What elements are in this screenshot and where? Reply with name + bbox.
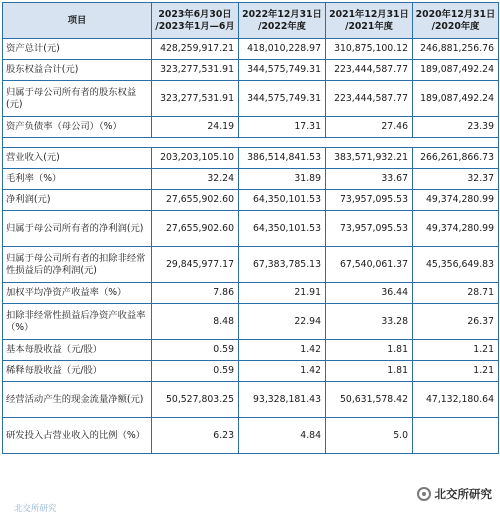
cell-value: 323,277,531.91	[152, 81, 239, 117]
cell-value: 28.71	[413, 283, 499, 304]
cell-value: 24.19	[152, 117, 239, 138]
gap-cell	[326, 138, 413, 148]
cell-value: 0.59	[152, 340, 239, 361]
cell-value: 383,571,932.21	[326, 148, 413, 169]
cell-value: 29,845,977.17	[152, 247, 239, 283]
header-col-line2: /2023年1月—6月	[155, 20, 235, 32]
cell-value: 1.42	[239, 361, 326, 382]
watermark-right	[417, 486, 493, 502]
gap-cell	[3, 138, 152, 148]
table-row	[3, 382, 499, 418]
cell-value: 203,203,105.10	[152, 148, 239, 169]
row-label: 扣除非经常性损益后净资产收益率（%）	[3, 304, 152, 340]
cell-value: 418,010,228.97	[239, 39, 326, 60]
cell-value: 64,350,101.53	[239, 211, 326, 247]
header-col-2020	[413, 3, 499, 39]
table-row	[3, 418, 499, 454]
row-label: 稀释每股收益（元/股）	[3, 361, 152, 382]
cell-value: 22.94	[239, 304, 326, 340]
cell-value: 189,087,492.24	[413, 81, 499, 117]
row-label: 经营活动产生的现金流量净额(元)	[3, 382, 152, 418]
cell-value	[413, 418, 499, 454]
table-row	[3, 169, 499, 190]
watermark-left: 北交所研究	[14, 504, 57, 514]
row-label: 毛利率（%）	[3, 169, 152, 190]
table-row	[3, 304, 499, 340]
cell-value: 27.46	[326, 117, 413, 138]
header-col-2023h1	[152, 3, 239, 39]
header-col-line1: 2022年12月31日	[242, 8, 322, 20]
cell-value: 223,444,587.77	[326, 81, 413, 117]
cell-value: 49,374,280.99	[413, 211, 499, 247]
cell-value: 310,875,100.12	[326, 39, 413, 60]
cell-value: 0.59	[152, 361, 239, 382]
row-label: 净利润(元)	[3, 190, 152, 211]
cell-value: 189,087,492.24	[413, 60, 499, 81]
row-label: 归属于母公司所有者的股东权益(元)	[3, 81, 152, 117]
table-row	[3, 247, 499, 283]
cell-value: 386,514,841.53	[239, 148, 326, 169]
cell-value: 50,631,578.42	[326, 382, 413, 418]
table-row	[3, 117, 499, 138]
cell-value: 344,575,749.31	[239, 81, 326, 117]
cell-value: 50,527,803.25	[152, 382, 239, 418]
cell-value: 73,957,095.53	[326, 211, 413, 247]
cell-value: 428,259,917.21	[152, 39, 239, 60]
cell-value: 1.81	[326, 361, 413, 382]
cell-value: 266,261,866.73	[413, 148, 499, 169]
cell-value: 27,655,902.60	[152, 211, 239, 247]
cell-value: 1.42	[239, 340, 326, 361]
cell-value: 36.44	[326, 283, 413, 304]
header-row	[3, 3, 499, 39]
row-label: 资产总计(元)	[3, 39, 152, 60]
header-col-2022	[239, 3, 326, 39]
cell-value: 1.81	[326, 340, 413, 361]
table-row	[3, 361, 499, 382]
cell-value: 33.67	[326, 169, 413, 190]
cell-value: 32.24	[152, 169, 239, 190]
cell-value: 47,132,180.64	[413, 382, 499, 418]
header-col-line2: /2021年度	[345, 20, 393, 32]
header-col-2021	[326, 3, 413, 39]
header-item: 项目	[3, 3, 152, 39]
row-label: 归属于母公司所有者的扣除非经常性损益后的净利润(元)	[3, 247, 152, 283]
header-col-line1: 2023年6月30日	[158, 8, 232, 20]
gap-cell	[152, 138, 239, 148]
cell-value: 45,356,649.83	[413, 247, 499, 283]
row-label: 加权平均净资产收益率（%）	[3, 283, 152, 304]
table-row	[3, 148, 499, 169]
header-col-line1: 2021年12月31日	[329, 8, 409, 20]
cell-value: 67,383,785.13	[239, 247, 326, 283]
table-row	[3, 190, 499, 211]
table-row	[3, 81, 499, 117]
cell-value: 33.28	[326, 304, 413, 340]
cell-value: 223,444,587.77	[326, 60, 413, 81]
cell-value: 5.0	[326, 418, 413, 454]
cell-value: 49,374,280.99	[413, 190, 499, 211]
gap-cell	[239, 138, 326, 148]
cell-value: 73,957,095.53	[326, 190, 413, 211]
cell-value: 31.89	[239, 169, 326, 190]
cell-value: 4.84	[239, 418, 326, 454]
table-row	[3, 283, 499, 304]
watermark-right-text: 北交所研究	[434, 487, 492, 501]
table-row	[3, 60, 499, 81]
cell-value: 1.21	[413, 361, 499, 382]
table-row	[3, 211, 499, 247]
cell-value: 246,881,256.76	[413, 39, 499, 60]
wechat-account-icon	[417, 487, 431, 501]
row-label: 资产负债率（母公司）（%）	[3, 117, 152, 138]
table-row	[3, 39, 499, 60]
cell-value: 93,328,181.43	[239, 382, 326, 418]
cell-value: 27,655,902.60	[152, 190, 239, 211]
row-label: 归属于母公司所有者的净利润(元)	[3, 211, 152, 247]
row-label: 基本每股收益（元/股）	[3, 340, 152, 361]
cell-value: 26.37	[413, 304, 499, 340]
cell-value: 6.23	[152, 418, 239, 454]
row-label: 营业收入(元)	[3, 148, 152, 169]
header-col-line2: /2020年度	[431, 20, 480, 32]
cell-value: 323,277,531.91	[152, 60, 239, 81]
cell-value: 1.21	[413, 340, 499, 361]
cell-value: 7.86	[152, 283, 239, 304]
cell-value: 32.37	[413, 169, 499, 190]
section-gap	[3, 138, 499, 148]
cell-value: 17.31	[239, 117, 326, 138]
cell-value: 344,575,749.31	[239, 60, 326, 81]
row-label: 股东权益合计(元)	[3, 60, 152, 81]
header-col-line2: /2022年度	[258, 20, 306, 32]
cell-value: 21.91	[239, 283, 326, 304]
cell-value: 64,350,101.53	[239, 190, 326, 211]
financial-table	[2, 2, 499, 454]
cell-value: 23.39	[413, 117, 499, 138]
cell-value: 8.48	[152, 304, 239, 340]
table-row	[3, 340, 499, 361]
gap-cell	[413, 138, 499, 148]
row-label: 研发投入占营业收入的比例（%）	[3, 418, 152, 454]
header-col-line1: 2020年12月31日	[415, 8, 496, 20]
cell-value: 67,540,061.37	[326, 247, 413, 283]
